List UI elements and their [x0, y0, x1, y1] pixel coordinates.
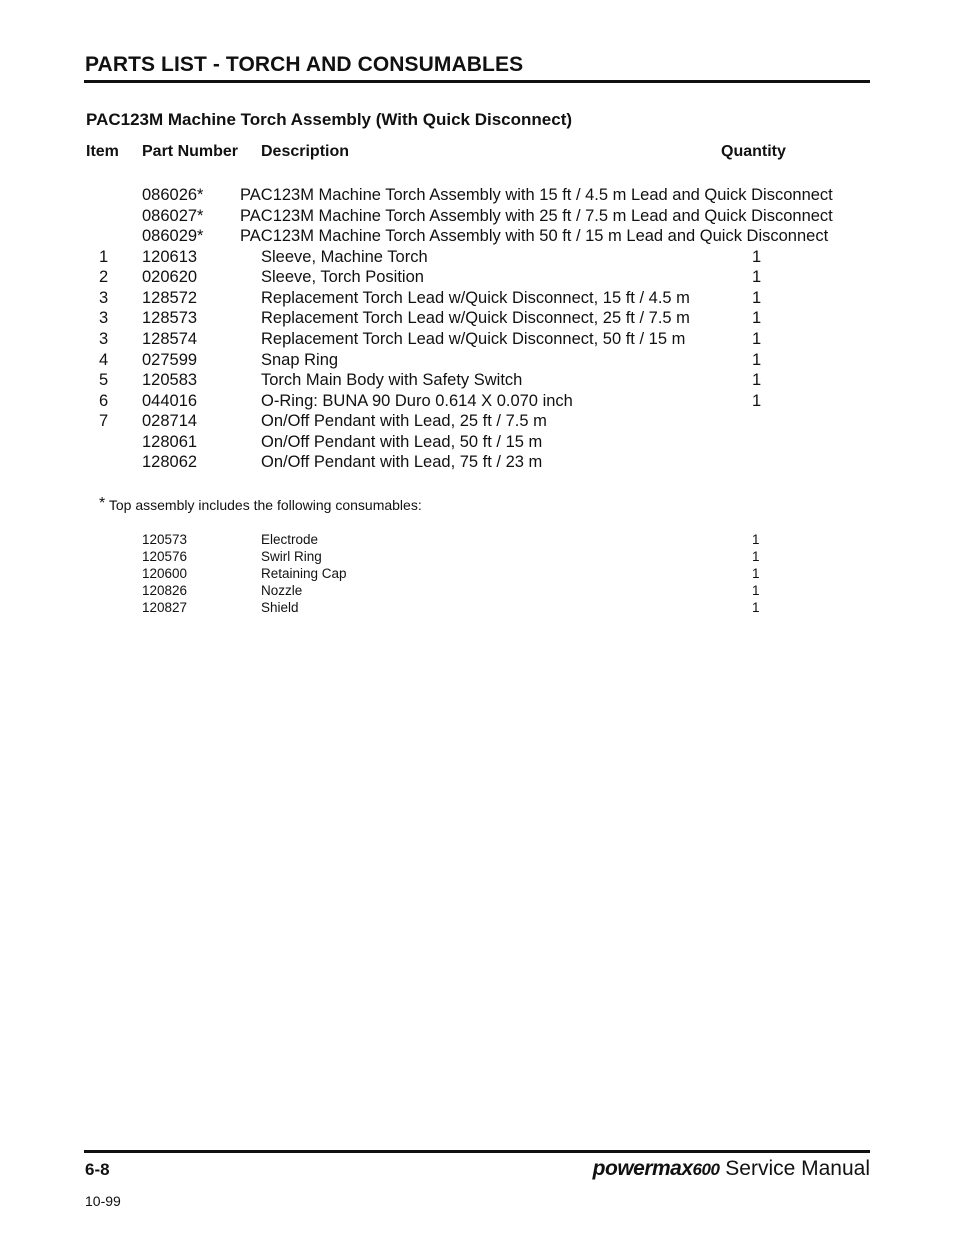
- consumable-quantity: 1: [752, 600, 760, 615]
- consumable-description: Electrode: [261, 532, 319, 547]
- page-number: 6-8: [85, 1160, 110, 1179]
- asterisk-marker: *: [99, 495, 106, 512]
- consumable-quantity: 1: [752, 566, 760, 581]
- consumable-part-number: 120826: [142, 583, 188, 598]
- consumable-part-number: 120576: [142, 549, 188, 564]
- part-description: Sleeve, Machine Torch: [261, 248, 428, 266]
- part-item-number: 6: [99, 392, 109, 410]
- revision-date: 10-99: [85, 1193, 121, 1209]
- part-quantity: 1: [752, 330, 762, 348]
- part-number: 128574: [142, 330, 198, 348]
- part-number: 128062: [142, 453, 198, 471]
- assembly-description: PAC123M Machine Torch Assembly with 50 ft / 15 m Lead and Quick Disconnect: [240, 227, 829, 245]
- part-item-number: 3: [99, 330, 109, 348]
- part-number: 128573: [142, 309, 198, 327]
- part-item-number: 4: [99, 351, 109, 369]
- part-item-number: 3: [99, 309, 109, 327]
- part-description: O-Ring: BUNA 90 Duro 0.614 X 0.070 inch: [261, 392, 573, 410]
- part-number: 028714: [142, 412, 198, 430]
- part-description: Snap Ring: [261, 351, 339, 369]
- assembly-part-number: 086027*: [142, 207, 204, 225]
- part-item-number: 5: [99, 371, 109, 389]
- part-quantity: 1: [752, 248, 762, 266]
- part-description: On/Off Pendant with Lead, 25 ft / 7.5 m: [261, 412, 547, 430]
- assembly-part-number: 086029*: [142, 227, 204, 245]
- part-description: On/Off Pendant with Lead, 50 ft / 15 m: [261, 433, 543, 451]
- part-item-number: 7: [99, 412, 109, 430]
- header-rule: [84, 80, 870, 83]
- consumable-quantity: 1: [752, 583, 760, 598]
- part-number: 120613: [142, 248, 198, 266]
- consumable-part-number: 120600: [142, 566, 188, 581]
- column-header-quantity: Quantity: [721, 143, 786, 160]
- column-header-description: Description: [261, 143, 350, 160]
- part-number: 044016: [142, 392, 198, 410]
- part-item-number: 2: [99, 268, 109, 286]
- part-quantity: 1: [752, 371, 762, 389]
- part-item-number: 1: [99, 248, 109, 266]
- consumable-part-number: 120573: [142, 532, 188, 547]
- assembly-description: PAC123M Machine Torch Assembly with 25 ft / 7.5 m Lead and Quick Disconnect: [240, 207, 833, 225]
- consumable-quantity: 1: [752, 549, 760, 564]
- part-quantity: 1: [752, 268, 762, 286]
- part-quantity: 1: [752, 351, 762, 369]
- consumable-quantity: 1: [752, 532, 760, 547]
- part-number: 128061: [142, 433, 198, 451]
- column-header-part-number: Part Number: [142, 143, 239, 160]
- assembly-description: PAC123M Machine Torch Assembly with 15 ft / 4.5 m Lead and Quick Disconnect: [240, 186, 833, 204]
- section-title: PAC123M Machine Torch Assembly (With Quick Disconnect): [86, 110, 573, 129]
- consumable-description: Shield: [261, 600, 299, 615]
- page-title: PARTS LIST - TORCH AND CONSUMABLES: [85, 53, 524, 76]
- part-description: Replacement Torch Lead w/Quick Disconnect, 15 ft / 4.5 m: [261, 289, 690, 307]
- consumable-description: Swirl Ring: [261, 549, 322, 564]
- column-header-item: Item: [86, 143, 119, 160]
- part-number: 120583: [142, 371, 198, 389]
- brand-name: powermax: [592, 1157, 693, 1180]
- consumable-description: Retaining Cap: [261, 566, 347, 581]
- manual-title: Service Manual: [725, 1157, 870, 1180]
- footer-brand: [593, 1157, 870, 1181]
- consumable-part-number: 120827: [142, 600, 188, 615]
- consumables-note: [99, 495, 422, 513]
- part-number: 027599: [142, 351, 198, 369]
- part-quantity: 1: [752, 309, 762, 327]
- consumable-description: Nozzle: [261, 583, 303, 598]
- brand-model: 600: [692, 1160, 720, 1179]
- brand-logo: [593, 1157, 720, 1180]
- part-description: On/Off Pendant with Lead, 75 ft / 23 m: [261, 453, 543, 471]
- part-description: Sleeve, Torch Position: [261, 268, 424, 286]
- part-item-number: 3: [99, 289, 109, 307]
- part-description: Torch Main Body with Safety Switch: [261, 371, 523, 389]
- part-quantity: 1: [752, 392, 762, 410]
- part-description: Replacement Torch Lead w/Quick Disconnect, 50 ft / 15 m: [261, 330, 686, 348]
- part-number: 128572: [142, 289, 198, 307]
- part-quantity: 1: [752, 289, 762, 307]
- consumables-note-text: Top assembly includes the following consumables:: [108, 497, 422, 513]
- part-number: 020620: [142, 268, 198, 286]
- footer-rule: [84, 1150, 870, 1153]
- assembly-part-number: 086026*: [142, 186, 204, 204]
- part-description: Replacement Torch Lead w/Quick Disconnect, 25 ft / 7.5 m: [261, 309, 690, 327]
